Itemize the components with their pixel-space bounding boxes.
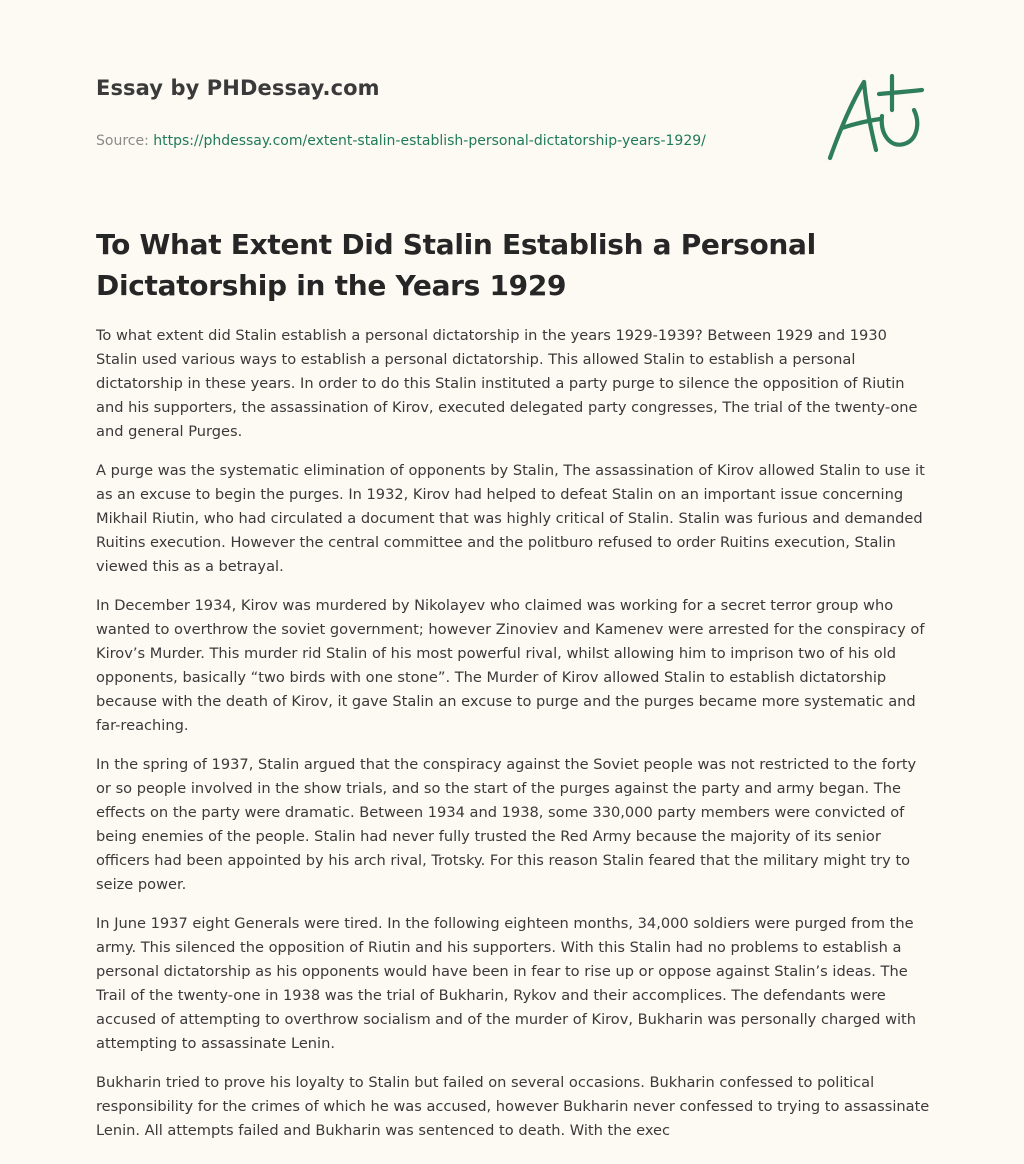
site-brand: Essay by PHDessay.com [96,76,380,100]
article-title: To What Extent Did Stalin Establish a Personal Dictatorship in the Years 1929 [96,228,816,302]
a-plus-logo-icon [822,68,926,164]
paragraph: In December 1934, Kirov was murdered by Nikolayev who claimed was working for a secret terror group who wanted to overthrow the soviet government; however Zinoviev and Kamenev were arrested for the conspiracy of Kirov’s Murder. This murder rid Stalin of his most powerful rival, whilst allowing him to imprison two of his old opponents, basically “two birds with one stone”. The Murder of Kirov allowed Stalin to establish dictatorship because with the death of Kirov, it gave Stalin an excuse to purge and the purges became more systematic and far-reaching. [96,597,925,734]
paragraph: To what extent did Stalin establish a personal dictatorship in the years 1929-1939? Between 1929 and 1930 Stalin used various ways to establish a personal dictatorship. This allowed Stalin to establish a personal dictatorship in these years. In order to do this Stalin instituted a party purge to silence the opposition of Riutin and his supporters, the assassination of Kirov, executed delegated party congresses, The trial of the twenty-one and general Purges. [96,327,918,440]
source-label: Source: [96,133,149,149]
essay-header [96,76,796,149]
paragraph: Bukharin tried to prove his loyalty to Stalin but failed on several occasions. Bukharin confessed to political responsibility for the crimes of which he was accused, however Bukharin never confessed to trying to assassinate Lenin. All attempts failed and Bukharin was sentenced to death. With the exec [96,1074,930,1139]
paragraph: In June 1937 eight Generals were tired. In the following eighteen months, 34,000 soldiers were purged from the army. This silenced the opposition of Riutin and his supporters. With this Stalin had no problems to establish a personal dictatorship as his opponents would have been in fear to rise up or oppose against Stalin’s ideas. The Trail of the twenty-one in 1938 was the trial of Bukharin, Rykov and their accomplices. The defendants were accused of attempting to overthrow socialism and of the murder of Kirov, Bukharin was personally charged with attempting to assassinate Lenin. [96,915,917,1052]
paragraph: A purge was the systematic elimination of opponents by Stalin, The assassination of Kirov allowed Stalin to use it as an excuse to begin the purges. In 1932, Kirov had helped to defeat Stalin on an important issue concerning Mikhail Riutin, who had circulated a document that was highly critical of Stalin. Stalin was furious and demanded Ruitins execution. However the central committee and the politburo refused to order Ruitins execution, Stalin viewed this as a betrayal. [96,462,925,575]
article-body [96,324,932,1158]
paragraph: In the spring of 1937, Stalin argued that the conspiracy against the Soviet people was not restricted to the forty or so people involved in the show trials, and so the start of the purges against the party and army began. The effects on the party were dramatic. Between 1934 and 1938, some 330,000 party members were convicted of being enemies of the people. Stalin had never fully trusted the Red Army because the majority of its senior officers had been appointed by his arch rival, Trotsky. For this reason Stalin feared that the military might try to seize power. [96,756,917,893]
source-link[interactable]: https://phdessay.com/extent-stalin-establish-personal-dictatorship-years-1929/ [153,133,706,149]
source-line [96,133,796,149]
